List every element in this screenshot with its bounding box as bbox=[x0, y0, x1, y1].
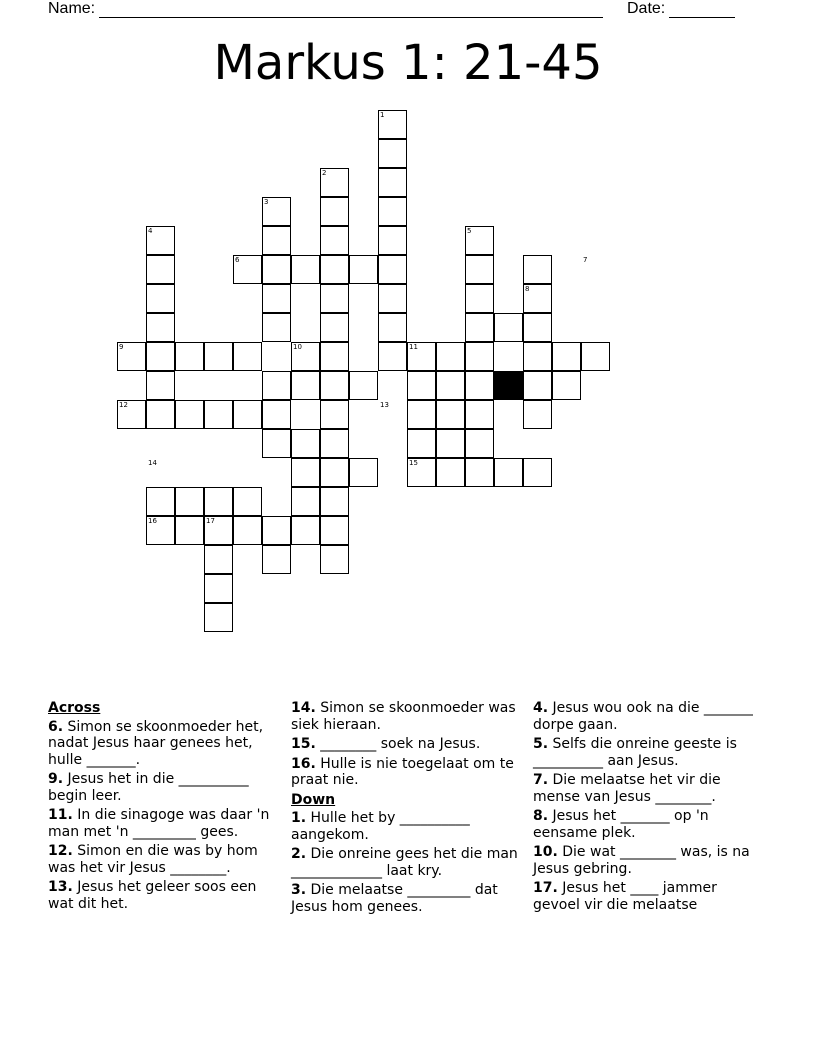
clue-item-number: 6. bbox=[48, 718, 64, 735]
grid-cell[interactable] bbox=[146, 284, 175, 313]
across-clues-a bbox=[48, 719, 280, 913]
clue-number: 15 bbox=[409, 459, 418, 467]
clue-item-number: 11. bbox=[48, 807, 73, 823]
clue-number: 3 bbox=[264, 198, 269, 206]
grid-cell[interactable] bbox=[320, 429, 349, 458]
grid-cell[interactable] bbox=[523, 342, 552, 371]
grid-cell[interactable] bbox=[146, 255, 175, 284]
clue-item-number: 3. bbox=[291, 882, 307, 898]
grid-cell[interactable] bbox=[146, 487, 175, 516]
black-cell bbox=[494, 371, 523, 400]
grid-cell[interactable] bbox=[204, 400, 233, 429]
clue-item-number: 4. bbox=[533, 700, 549, 716]
grid-cell[interactable] bbox=[320, 400, 349, 429]
clue-number: 13 bbox=[380, 401, 389, 409]
grid-cell[interactable] bbox=[146, 313, 175, 342]
clue-item bbox=[533, 736, 765, 769]
clue-number: 7 bbox=[583, 256, 588, 264]
grid-cell[interactable] bbox=[233, 400, 262, 429]
grid-cell[interactable] bbox=[465, 429, 494, 458]
grid-cell[interactable] bbox=[320, 371, 349, 400]
grid-cell[interactable] bbox=[523, 313, 552, 342]
grid-cell[interactable] bbox=[262, 400, 291, 429]
grid-cell[interactable] bbox=[523, 255, 552, 284]
grid-cell[interactable] bbox=[523, 400, 552, 429]
grid-cell[interactable] bbox=[320, 458, 349, 487]
clue-number: 11 bbox=[409, 343, 418, 351]
grid-cell[interactable] bbox=[233, 516, 262, 545]
grid-cell[interactable] bbox=[552, 342, 581, 371]
clue-item bbox=[533, 880, 765, 913]
grid-cell[interactable] bbox=[262, 226, 291, 255]
grid-cell[interactable] bbox=[378, 168, 407, 197]
grid-cell[interactable] bbox=[494, 458, 523, 487]
name-label: Name: bbox=[48, 0, 96, 17]
clue-number: 2 bbox=[322, 169, 327, 177]
grid-cell[interactable] bbox=[378, 342, 407, 371]
across-clues-b bbox=[291, 700, 523, 789]
grid-cell[interactable] bbox=[465, 284, 494, 313]
grid-cell[interactable] bbox=[436, 342, 465, 371]
grid-cell[interactable] bbox=[465, 342, 494, 371]
clue-item bbox=[48, 807, 280, 840]
clue-item-text: Die onreine gees het die man _____________ laat kry. bbox=[291, 846, 518, 879]
grid-cell[interactable] bbox=[262, 313, 291, 342]
clue-item bbox=[291, 700, 523, 733]
grid-cell[interactable] bbox=[262, 429, 291, 458]
clue-item-number: 15. bbox=[291, 736, 316, 752]
clue-item-text: Jesus het in die __________ begin leer. bbox=[48, 771, 249, 804]
clue-item bbox=[533, 808, 765, 841]
clue-number: 8 bbox=[525, 285, 530, 293]
clue-item-number: 5. bbox=[533, 736, 549, 752]
grid-cell[interactable] bbox=[262, 545, 291, 574]
clue-number: 10 bbox=[293, 343, 302, 351]
clue-item bbox=[533, 772, 765, 805]
grid-cell[interactable] bbox=[436, 429, 465, 458]
clue-item-number: 2. bbox=[291, 846, 307, 862]
clue-item-text: Simon se skoonmoeder was siek hieraan. bbox=[291, 700, 516, 733]
grid-cell[interactable] bbox=[349, 371, 378, 400]
grid-cell[interactable] bbox=[465, 371, 494, 400]
clue-item-text: Hulle is nie toegelaat om te praat nie. bbox=[291, 755, 514, 788]
clue-item bbox=[291, 736, 523, 753]
clue-item-text: Jesus het _______ op 'n eensame plek. bbox=[533, 808, 709, 841]
grid-cell[interactable] bbox=[523, 371, 552, 400]
clue-item-text: Die wat ________ was, is na Jesus gebring. bbox=[533, 844, 750, 877]
clue-number: 17 bbox=[206, 517, 215, 525]
clue-item-text: Hulle het by __________ aangekom. bbox=[291, 810, 470, 843]
clue-number: 5 bbox=[467, 227, 472, 235]
clue-number: 14 bbox=[148, 459, 157, 467]
grid-cell[interactable] bbox=[291, 458, 320, 487]
down-heading: Down bbox=[291, 791, 336, 808]
grid-cell[interactable] bbox=[465, 313, 494, 342]
clue-item-text: Selfs die onreine geeste is __________ aan Jesus. bbox=[533, 736, 737, 769]
grid-cell[interactable] bbox=[146, 371, 175, 400]
clue-item-text: Die melaatse _________ dat Jesus hom genees. bbox=[291, 882, 498, 915]
grid-cell[interactable] bbox=[349, 458, 378, 487]
grid-cell[interactable] bbox=[233, 342, 262, 371]
page-title: Markus 1: 21-45 bbox=[213, 35, 603, 91]
grid-cell[interactable] bbox=[320, 516, 349, 545]
grid-cell[interactable] bbox=[204, 487, 233, 516]
clue-item-number: 10. bbox=[533, 844, 558, 860]
clue-item bbox=[291, 810, 523, 843]
grid-cell[interactable] bbox=[291, 255, 320, 284]
grid-cell[interactable] bbox=[320, 545, 349, 574]
grid-cell[interactable] bbox=[494, 313, 523, 342]
clue-item bbox=[48, 843, 280, 876]
grid-cell[interactable] bbox=[378, 313, 407, 342]
clue-item-text: Jesus het geleer soos een wat dit het. bbox=[48, 879, 257, 912]
grid-cell[interactable] bbox=[320, 226, 349, 255]
grid-cell[interactable] bbox=[320, 487, 349, 516]
grid-cell[interactable] bbox=[378, 197, 407, 226]
clue-number: 16 bbox=[148, 517, 157, 525]
grid-cell[interactable] bbox=[465, 458, 494, 487]
clue-item bbox=[48, 879, 280, 912]
clue-item-number: 16. bbox=[291, 755, 316, 772]
grid-cell[interactable] bbox=[552, 371, 581, 400]
grid-cell[interactable] bbox=[378, 255, 407, 284]
clue-item bbox=[291, 882, 523, 915]
grid-cell[interactable] bbox=[436, 458, 465, 487]
grid-cell[interactable] bbox=[175, 516, 204, 545]
date-label: Date: bbox=[627, 0, 666, 17]
clue-item bbox=[48, 719, 280, 769]
down-clues-b bbox=[533, 700, 765, 913]
clue-item bbox=[291, 756, 523, 789]
grid-cell[interactable] bbox=[204, 342, 233, 371]
grid-cell[interactable] bbox=[378, 284, 407, 313]
grid-cell[interactable] bbox=[465, 400, 494, 429]
grid-cell[interactable] bbox=[407, 400, 436, 429]
clue-item-text: In die sinagoge was daar 'n man met 'n _________ gees. bbox=[48, 807, 270, 840]
clue-number: 12 bbox=[119, 401, 128, 409]
clue-item-number: 13. bbox=[48, 879, 73, 895]
clue-item-number: 8. bbox=[533, 808, 549, 824]
clue-item-text: Jesus wou ook na die _______ dorpe gaan. bbox=[533, 700, 753, 733]
grid-cell[interactable] bbox=[349, 255, 378, 284]
grid-cell[interactable] bbox=[175, 400, 204, 429]
grid-cell[interactable] bbox=[291, 516, 320, 545]
grid-cell[interactable] bbox=[146, 400, 175, 429]
grid-cell[interactable] bbox=[291, 487, 320, 516]
grid-cell[interactable] bbox=[262, 284, 291, 313]
grid-cell[interactable] bbox=[436, 400, 465, 429]
clue-item-number: 9. bbox=[48, 771, 64, 787]
grid-cell[interactable] bbox=[320, 255, 349, 284]
grid-cell[interactable] bbox=[320, 197, 349, 226]
clue-number: 4 bbox=[148, 227, 153, 235]
grid-cell[interactable] bbox=[233, 487, 262, 516]
grid-cell[interactable] bbox=[378, 226, 407, 255]
grid-cell[interactable] bbox=[320, 313, 349, 342]
clue-item bbox=[533, 844, 765, 877]
clue-item-number: 7. bbox=[533, 772, 549, 788]
grid-cell[interactable] bbox=[204, 545, 233, 574]
clue-number: 6 bbox=[235, 256, 240, 264]
grid-cell[interactable] bbox=[407, 429, 436, 458]
clues-column-1 bbox=[48, 700, 280, 915]
clue-number: 9 bbox=[119, 343, 124, 351]
grid-cell[interactable] bbox=[262, 255, 291, 284]
grid-cell[interactable] bbox=[465, 255, 494, 284]
grid-cell[interactable] bbox=[262, 371, 291, 400]
grid-cell[interactable] bbox=[175, 487, 204, 516]
down-clues-a bbox=[291, 810, 523, 915]
clue-item-text: Die melaatse het vir die mense van Jesus ________. bbox=[533, 772, 721, 805]
grid-cell[interactable] bbox=[378, 139, 407, 168]
grid-cell[interactable] bbox=[175, 342, 204, 371]
grid-cell[interactable] bbox=[320, 284, 349, 313]
clue-item-number: 14. bbox=[291, 700, 316, 716]
grid-cell[interactable] bbox=[523, 458, 552, 487]
clue-item-text: Jesus het ____ jammer gevoel vir die melaatse bbox=[533, 880, 717, 913]
grid-cell[interactable] bbox=[291, 371, 320, 400]
grid-cell[interactable] bbox=[436, 371, 465, 400]
grid-cell[interactable] bbox=[146, 342, 175, 371]
clue-item-text: Simon en die was by hom was het vir Jesus ________. bbox=[48, 843, 258, 876]
clue-item bbox=[48, 771, 280, 804]
clue-item-number: 17. bbox=[533, 880, 558, 896]
clues-column-3 bbox=[533, 700, 765, 916]
grid-cell[interactable] bbox=[204, 603, 233, 632]
across-heading: Across bbox=[48, 700, 101, 716]
grid-cell[interactable] bbox=[204, 574, 233, 603]
clue-number: 1 bbox=[380, 111, 385, 119]
clue-item-number: 1. bbox=[291, 810, 307, 826]
grid-cell[interactable] bbox=[262, 516, 291, 545]
grid-cell[interactable] bbox=[320, 342, 349, 371]
clue-item bbox=[533, 700, 765, 733]
grid-cell[interactable] bbox=[407, 371, 436, 400]
grid-cell[interactable] bbox=[581, 342, 610, 371]
grid-cell[interactable] bbox=[291, 429, 320, 458]
clue-item-number: 12. bbox=[48, 843, 73, 859]
clue-item bbox=[291, 846, 523, 879]
clue-item-text: ________ soek na Jesus. bbox=[315, 736, 481, 752]
clues-column-2 bbox=[291, 700, 523, 918]
clue-item-text: Simon se skoonmoeder het, nadat Jesus haar genees het, hulle _______. bbox=[48, 718, 264, 768]
